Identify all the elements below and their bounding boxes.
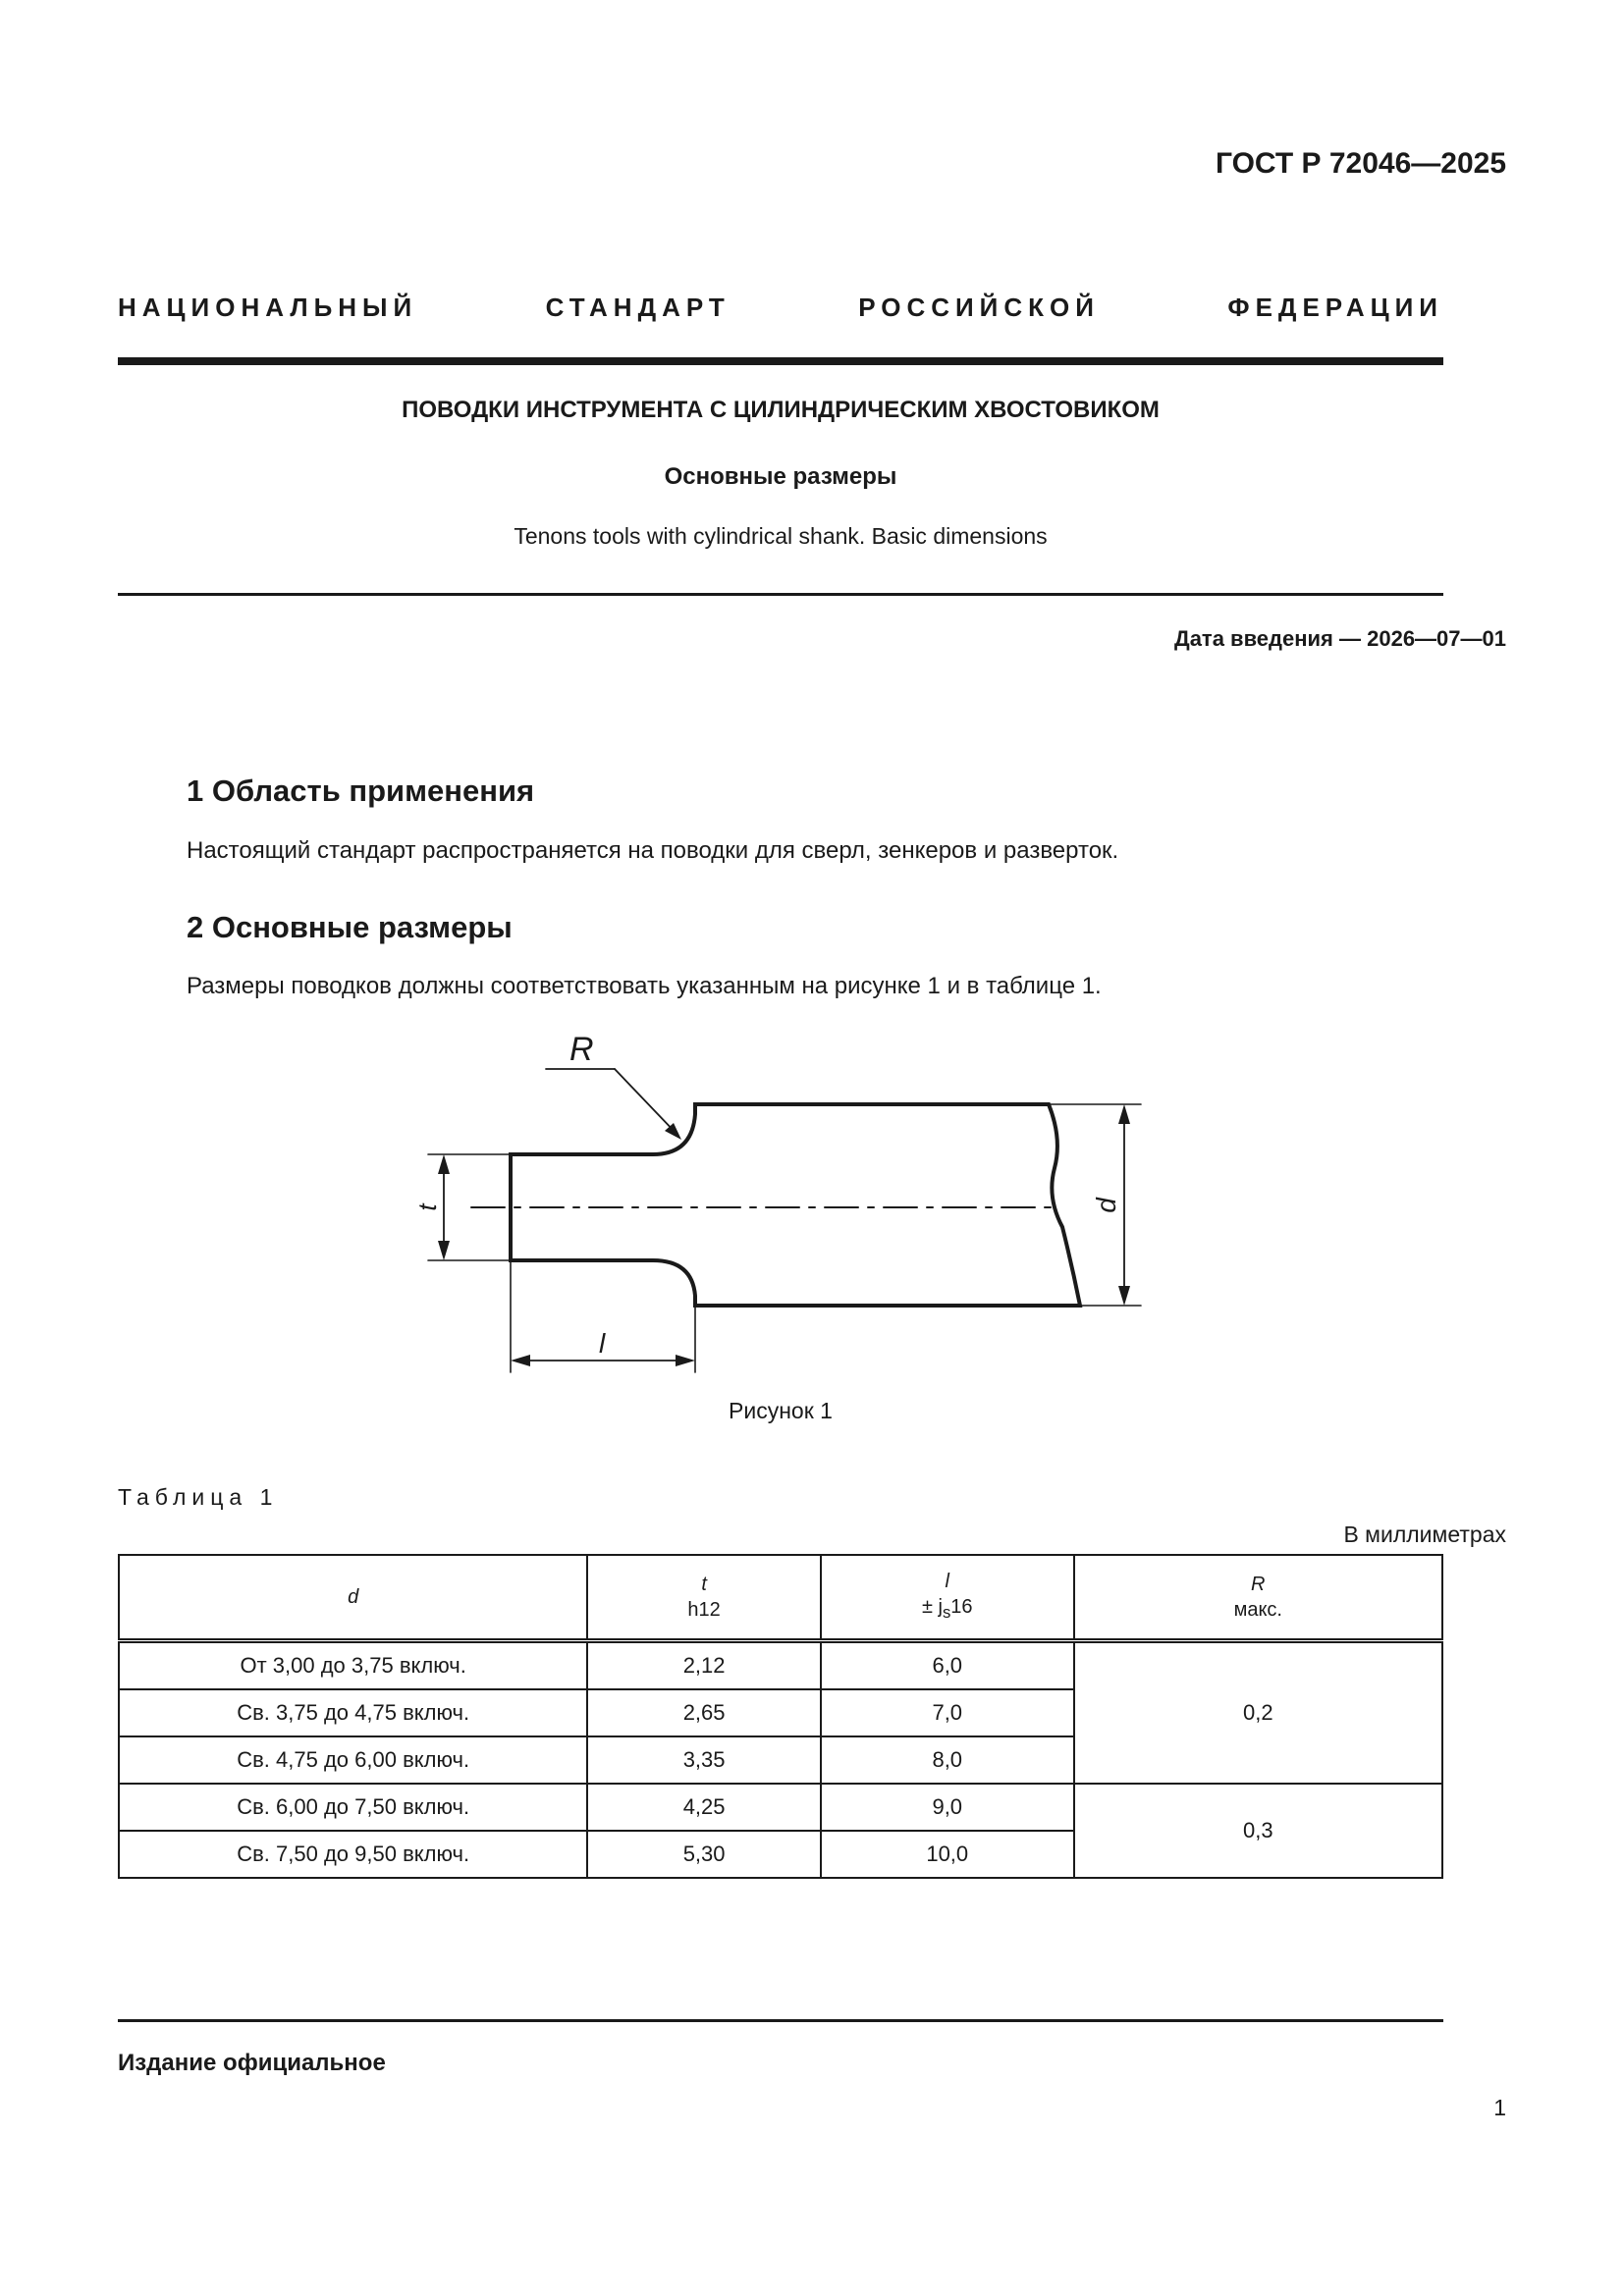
table-units: В миллиметрах [1343, 1522, 1506, 1547]
cell-t: 4,25 [587, 1784, 821, 1831]
section-2-text: Размеры поводков должны соответствовать указанным на рисунке 1 и в таблице 1. [187, 973, 1102, 999]
label-l: l [599, 1328, 606, 1359]
section-2-heading: 2 Основные размеры [187, 910, 513, 944]
cell-l: 8,0 [821, 1736, 1074, 1784]
figure-1-drawing [393, 1016, 1178, 1389]
label-d: d [1091, 1198, 1121, 1213]
introduction-date: Дата введения — 2026—07—01 [1174, 626, 1506, 651]
english-title: Tenons tools with cylindrical shank. Basic dimensions [514, 523, 1048, 549]
table-label: Таблица 1 [118, 1484, 279, 1510]
doc-number: ГОСТ Р 72046—2025 [1215, 147, 1506, 180]
cell-l: 10,0 [821, 1831, 1074, 1878]
cell-l: 9,0 [821, 1784, 1074, 1831]
header-t: t h12 [587, 1555, 821, 1641]
cell-d: От 3,00 до 3,75 включ. [119, 1641, 587, 1690]
cell-t: 2,65 [587, 1689, 821, 1736]
section-1-heading: 1 Область применения [187, 774, 535, 808]
part-outline [511, 1104, 1080, 1306]
header-d: d [119, 1555, 587, 1641]
figure-caption: Рисунок 1 [729, 1398, 833, 1423]
section-1-text: Настоящий стандарт распространяется на поводки для сверл, зенкеров и разверток. [187, 837, 1119, 864]
cell-d: Св. 6,00 до 7,50 включ. [119, 1784, 587, 1831]
page-number: 1 [1493, 2095, 1506, 2120]
cell-d: Св. 3,75 до 4,75 включ. [119, 1689, 587, 1736]
title-rule [118, 593, 1443, 596]
cell-t: 3,35 [587, 1736, 821, 1784]
label-t: t [412, 1203, 442, 1211]
cell-t: 5,30 [587, 1831, 821, 1878]
cell-R: 0,3 [1074, 1784, 1442, 1878]
cell-l: 7,0 [821, 1689, 1074, 1736]
table-row [119, 1641, 1442, 1690]
header-rule [118, 357, 1443, 365]
cell-d: Св. 7,50 до 9,50 включ. [119, 1831, 587, 1878]
edition-note: Издание официальное [118, 2050, 386, 2076]
header-l: l ± $j_s16$ [821, 1555, 1074, 1641]
label-R: R [569, 1031, 594, 1068]
document-title: ПОВОДКИ ИНСТРУМЕНТА С ЦИЛИНДРИЧЕСКИМ ХВОСТОВИКОМ [402, 397, 1160, 423]
cell-t: 2,12 [587, 1641, 821, 1690]
dimensions-table [118, 1554, 1443, 1879]
table-row [119, 1784, 1442, 1831]
table-header-row [119, 1555, 1442, 1641]
cell-d: Св. 4,75 до 6,00 включ. [119, 1736, 587, 1784]
cell-l: 6,0 [821, 1641, 1074, 1690]
footer-rule [118, 2019, 1443, 2022]
header-R: R макс. [1074, 1555, 1442, 1641]
document-subtitle: Основные размеры [664, 463, 897, 490]
cell-R: 0,2 [1074, 1641, 1442, 1785]
national-standard-banner: НАЦИОНАЛЬНЫЙ СТАНДАРТ РОССИЙСКОЙ ФЕДЕРАЦИИ [118, 293, 1443, 322]
